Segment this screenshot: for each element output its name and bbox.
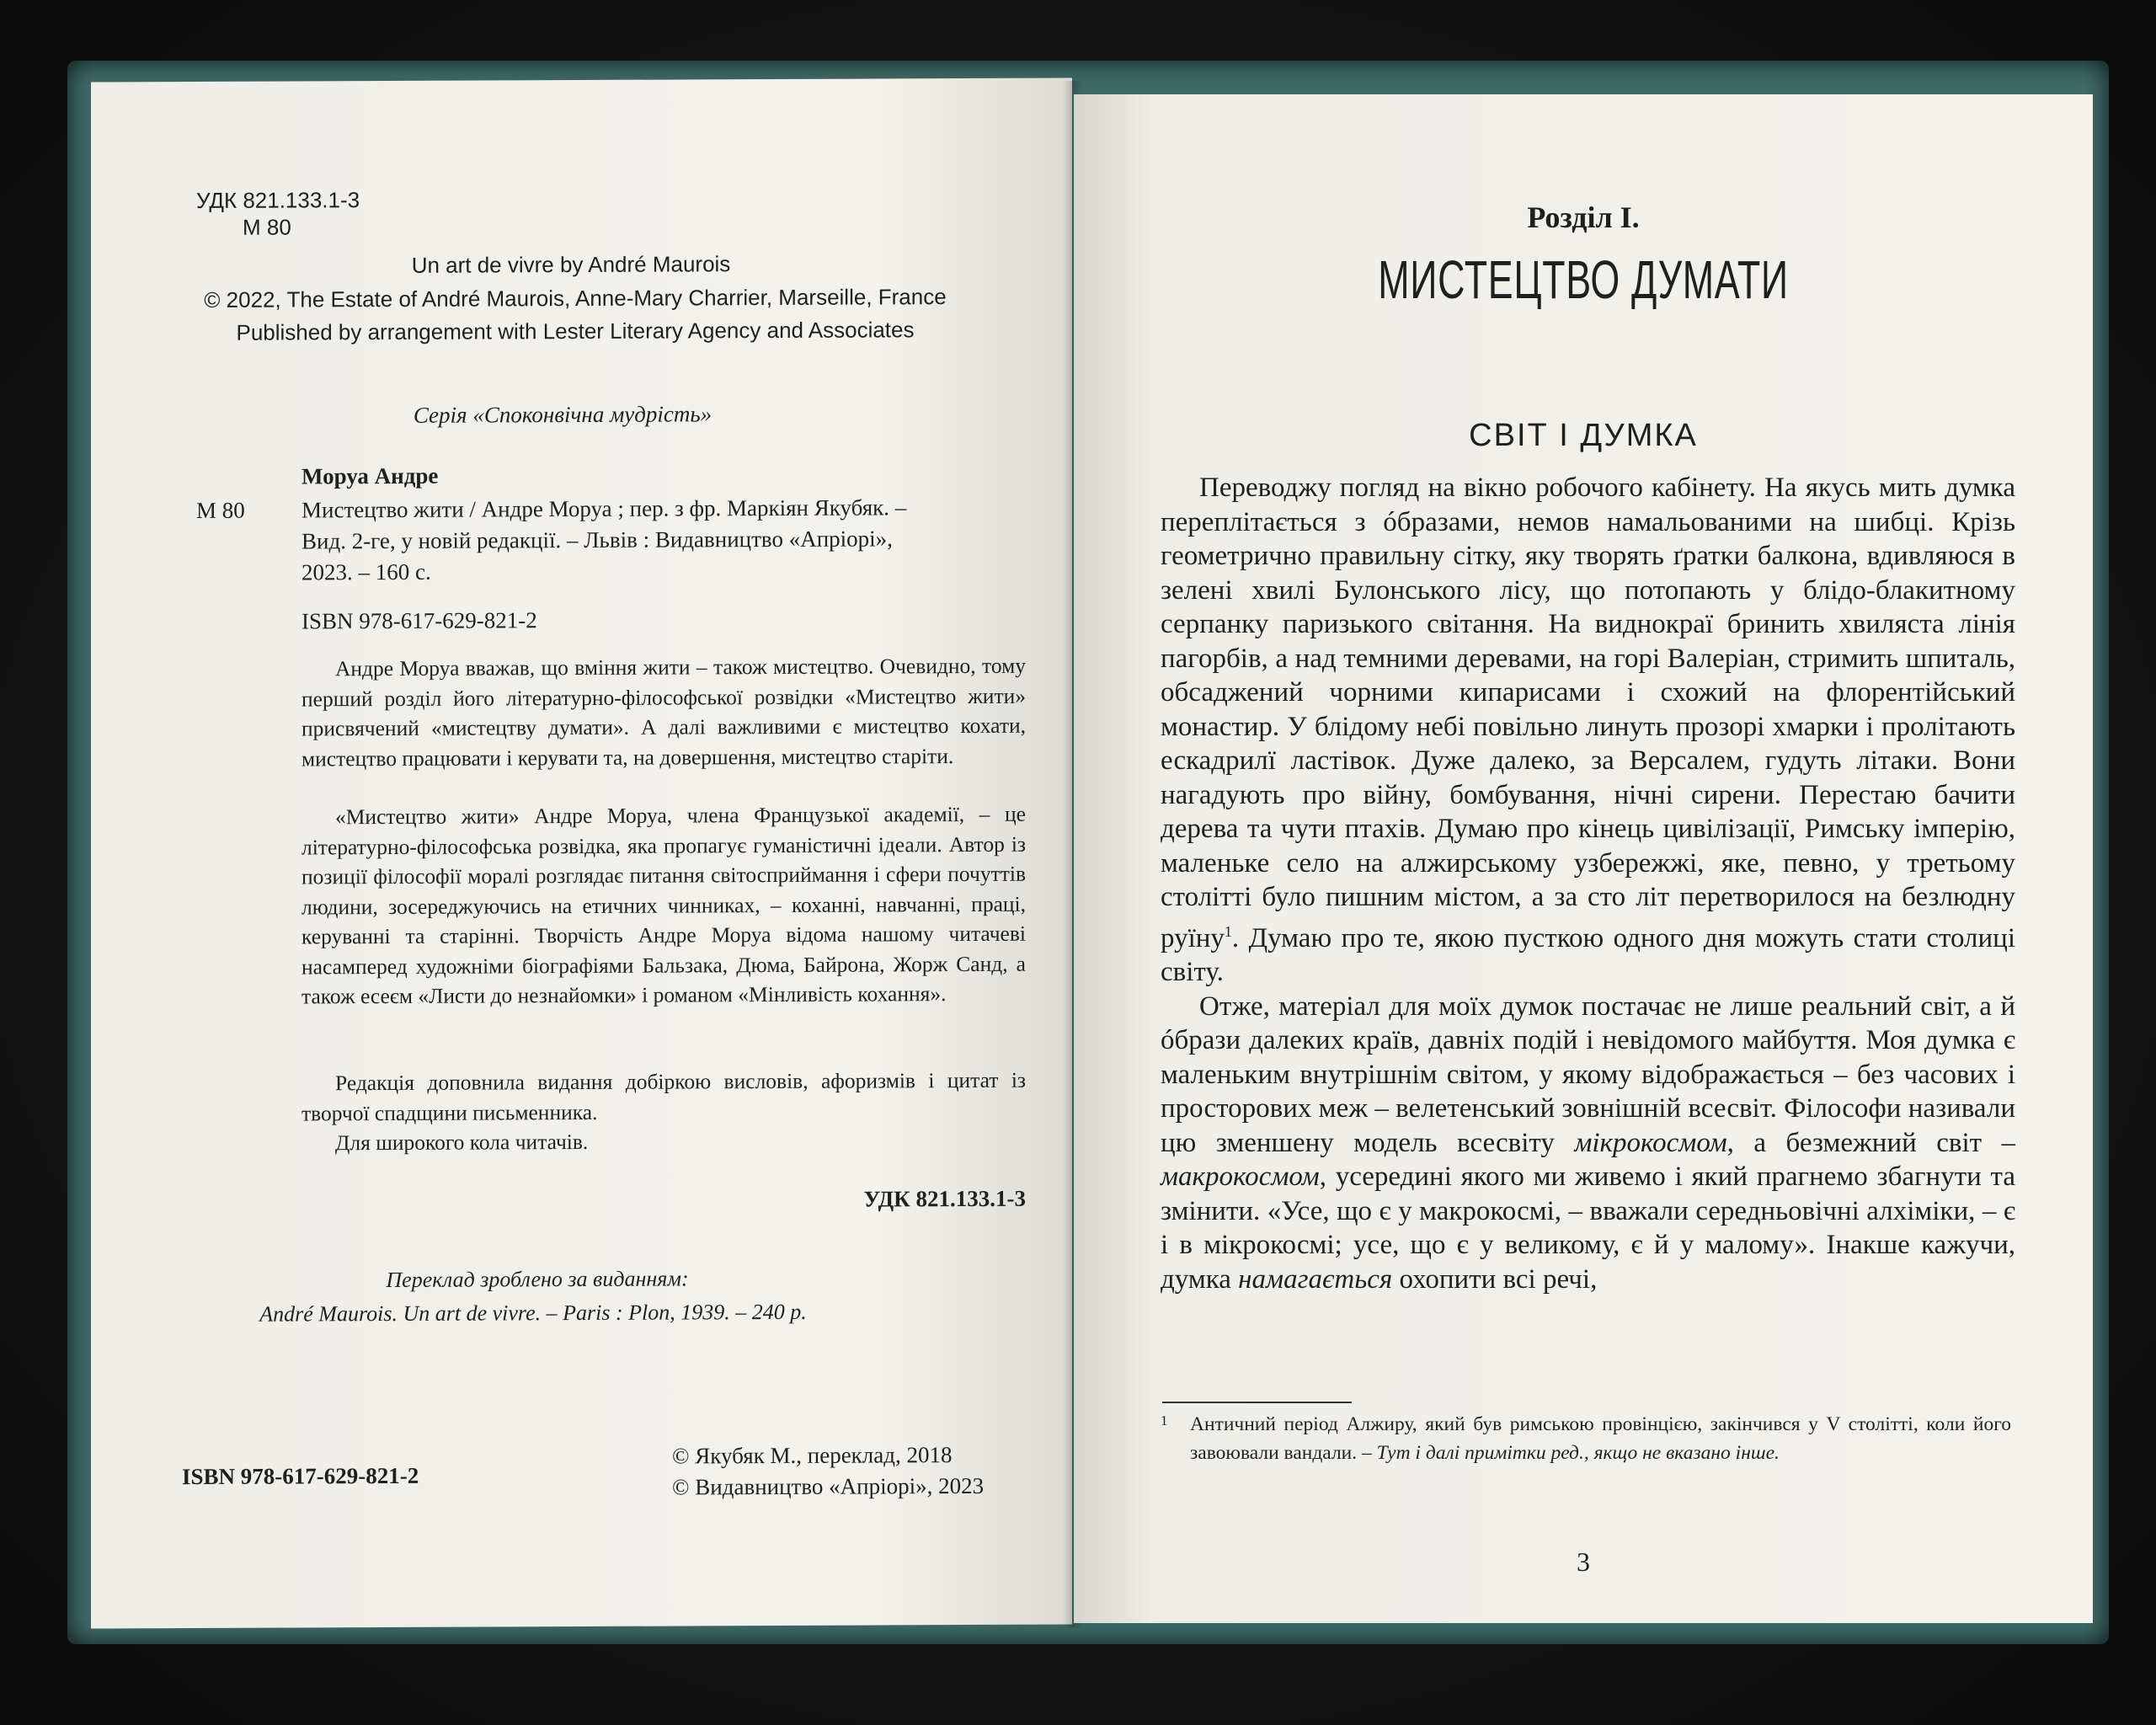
- body-text: [1161, 471, 2015, 1296]
- term-microcosm: мікрокосмом: [1574, 1127, 1727, 1158]
- chapter-label: Розділ I.: [1527, 200, 1640, 234]
- footnote-rule: [1162, 1402, 1352, 1403]
- footnote-ref: 1: [1224, 922, 1232, 940]
- page-number: 3: [1577, 1546, 1590, 1577]
- footnote: 1 Античний період Алжиру, який був римською провінцією, закінчився у V столітті, коли його завоювали вандали. – Тут і далі примітки ред., якщо не вказано інше.: [1161, 1410, 2015, 1467]
- copyright-publisher: © Видавництво «Апріорі», 2023: [672, 1472, 985, 1500]
- isbn-line: ISBN 978-617-629-821-2: [302, 607, 537, 634]
- isbn-bottom: ISBN 978-617-629-821-2: [182, 1462, 419, 1490]
- body-paragraph-2: Отже, матеріал для моїх думок постачає не лише реальний світ, а й óбрази далеких країв, давніх подій і невідомого майбуття. Моя думка є маленьким внутрішнім світом, у якому відображається – без часових і просторових меж – велетенський зовнішній всесвіт. Філософи називали цю зменшену модель всесвіту мікрокосмом, а безмежний світ – макрокосмом, усередині якого ми живемо і який прагнемо збагнути та змінити. «Усе, що є у макрокосмі, – вважали середньовічні алхіміки, – є і в мікрокосмі; усе, що є у великому, є й у малому». Інакше кажучи, думка намагається охопити всі речі,: [1161, 991, 2016, 1295]
- section-title: СВІТ І ДУМКА: [1469, 418, 1698, 453]
- bib-line-3: 2023. – 160 с.: [302, 558, 431, 585]
- annotation-paragraph-1: Андре Моруа вважав, що вміння жити – також мистецтво. Очевидно, тому перший розділ його літературно-філософської розвідки «Мистецтво жити» присвячений «мистецтву думати». А далі важливими є мистецтво кохати, мистецтво працювати і керувати та, на довершення, мистецтво старіти.: [302, 653, 1026, 771]
- chapter-title: МИСТЕЦТВО ДУМАТИ: [1378, 249, 1789, 310]
- code-top: М 80: [243, 214, 291, 240]
- translation-source: André Maurois. Un art de vivre. – Paris : Plon, 1939. – 240 p.: [259, 1299, 807, 1327]
- annotation-paragraph-2: «Мистецтво жити» Андре Моруа, члена Французької академії, – це літературно-філософська розвідка, яка пропагує гуманістичні ідеали. Автор із позиції філософії моралі розглядає питання світосприймання і сфери почуттів людини, зосереджуючись на етичних чинниках, – коханні, навчанні, праці, керуванні та старінні. Творчість Андре Моруа відома нашому читачеві насамперед художніми біографіями Бальзака, Дюма, Байрона, Жорж Санд, а також есеєм «Листи до незнайомки» і романом «Мінливість кохання».: [302, 801, 1026, 1009]
- author-name: Моруа Андре: [302, 462, 439, 489]
- body-paragraph-1: Переводжу погляд на вікно робочого кабінету. На якусь мить думка переплітається з óбразами, немов намальованими на шибці. Крізь геометрично правильну сітку, яку творять ґратки балкона, вдивляюся в зелені хвилі Булонського лісу, що потопають у блідо-блакитному серпанку паризького світання. На виднокраї бринить хвиляста лінія пагорбів, а над темними деревами, на горі Валеріан, стримить шпиталь, обсаджений чорними кипарисами і схожий на флорентійський монастир. У блідому небі повільно линуть прозорі хмарки і пролітають ескадрилї ластівок. Дуже далеко, за Версалем, гудуть літаки. Вони нагадують про війну, бомбування, нічні сирени. Перестаю бачити дерева та чути птахів. Думаю про кінець цивілізації, Римську імперію, маленьке село на алжирському узбережжі, яке, певно, у третьому столітті було пишним містом, а за сто літ перетворилося на безлюдну руїну$^1$. Думаю про те, якою пусткою одного дня можуть стати столиці світу.: [1161, 473, 2015, 987]
- annotation-paragraph-4: Для широкого кола читачів.: [335, 1129, 589, 1156]
- copyright-translator: © Якубяк М., переклад, 2018: [672, 1442, 953, 1469]
- translation-note: Переклад зроблено за виданням:: [386, 1266, 689, 1293]
- series-title: Серія «Споконвічна мудрість»: [413, 401, 712, 428]
- published-line: Published by arrangement with Lester Literary Agency and Associates: [236, 317, 915, 345]
- udk-bottom: УДК 821.133.1-3: [863, 1185, 1026, 1212]
- footnote-number: 1: [1161, 1413, 1168, 1429]
- original-title: Un art de vivre by André Maurois: [411, 251, 731, 278]
- term-macrocosm: макрокосмом: [1161, 1162, 1320, 1192]
- udk-top: УДК 821.133.1-3: [196, 187, 360, 213]
- right-page: [1074, 94, 2093, 1623]
- annotation-paragraph-3: Редакція доповнила видання добіркою висловів, афоризмів і цитат із творчої спадщини письменника.: [302, 1067, 1026, 1125]
- left-page: [91, 77, 1072, 1628]
- code-side: М 80: [196, 497, 245, 523]
- bib-line-2: Вид. 2-ге, у новій редакції. – Львів : Видавництво «Апріорі»,: [302, 526, 893, 554]
- copyright-line: © 2022, The Estate of André Maurois, Anne-Mary Charrier, Marseille, France: [204, 284, 947, 312]
- emphasis-tries: намагається: [1238, 1263, 1393, 1295]
- bib-line-1: Мистецтво жити / Андре Моруа ; пер. з фр. Маркіян Якубяк. –: [302, 494, 907, 523]
